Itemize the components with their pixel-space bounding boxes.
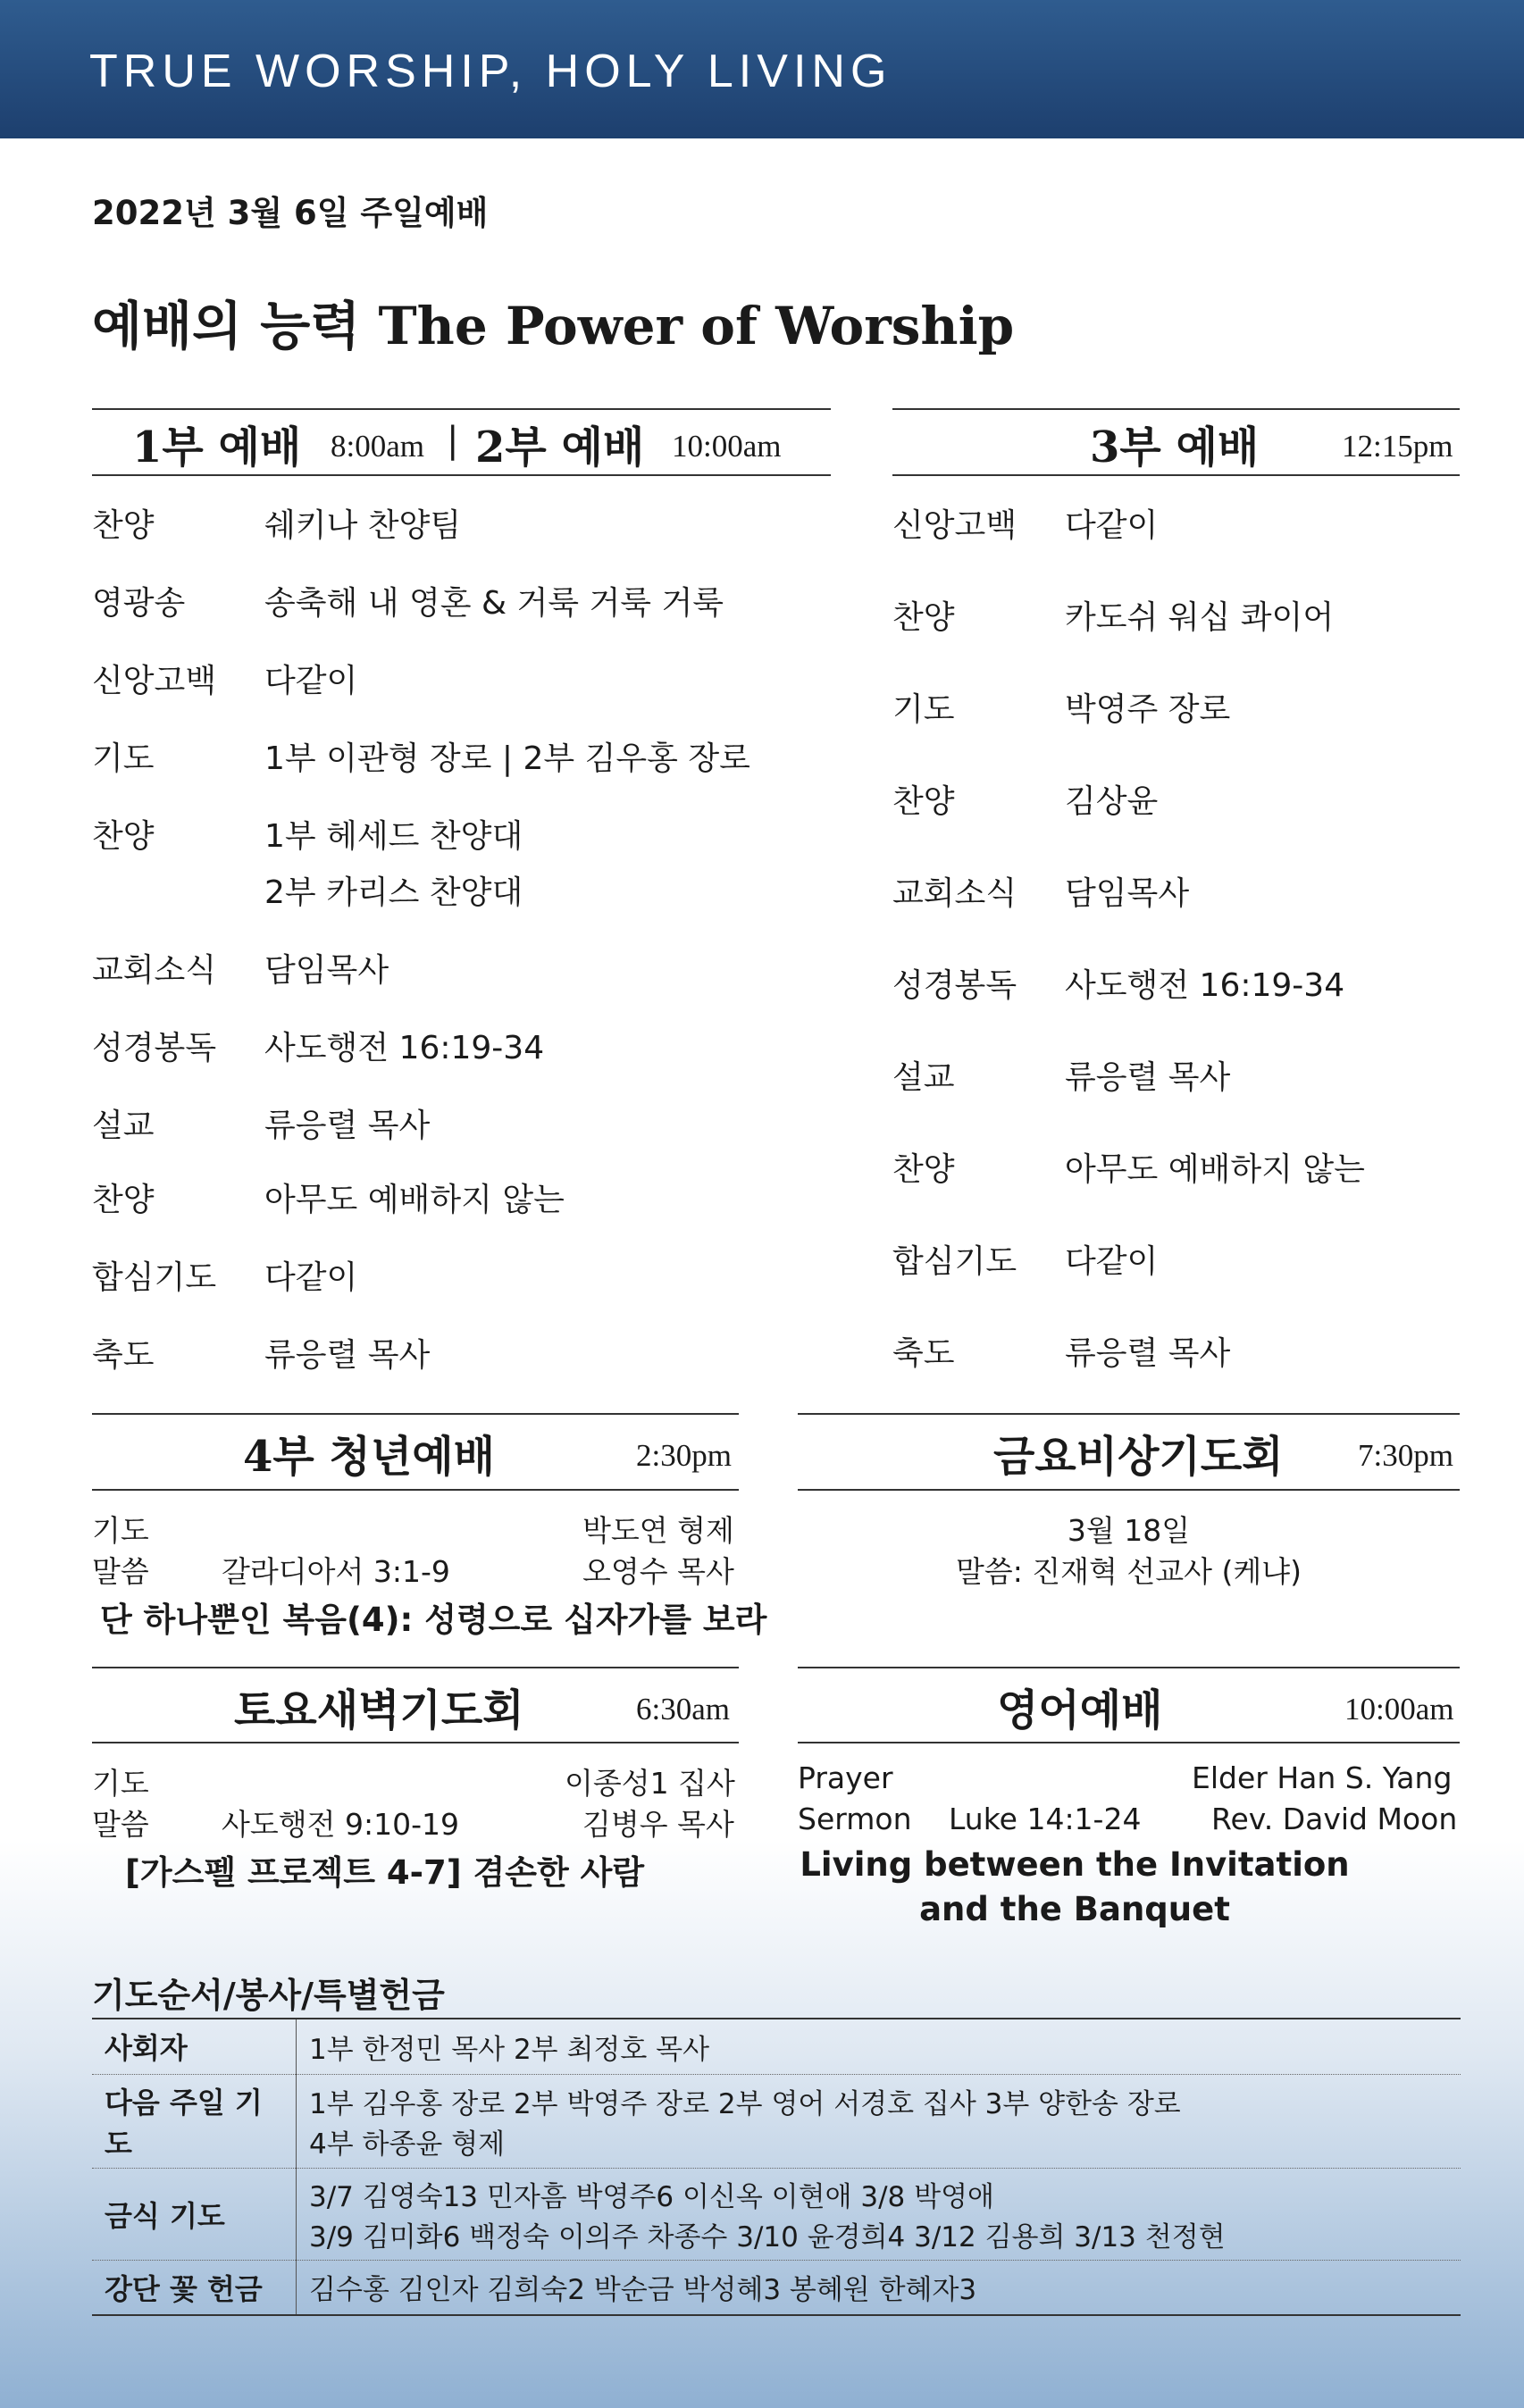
service-date: 2022년 3월 6일 주일예배 bbox=[92, 194, 489, 232]
order-value: 박영주 장로 bbox=[1065, 691, 1231, 728]
table-row bbox=[92, 2168, 1461, 2260]
section-title-2: 2부 예배 bbox=[475, 422, 645, 472]
order-label: 찬양 bbox=[92, 818, 155, 855]
sermon-title: [가스펠 프로젝트 4-7] 겸손한 사람 bbox=[125, 1853, 645, 1892]
order-label: 교회소식 bbox=[892, 875, 1017, 912]
prayer-table-title: 기도순서/봉사/특별헌금 bbox=[92, 1976, 445, 2015]
order-value: 류응렬 목사 bbox=[264, 1337, 431, 1374]
order-label: 기도 bbox=[92, 740, 155, 777]
preacher: 오영수 목사 bbox=[582, 1554, 734, 1589]
order-value: 1부 헤세드 찬양대 bbox=[264, 818, 523, 855]
order-value: 담임목사 bbox=[1065, 875, 1190, 912]
divider bbox=[892, 474, 1460, 476]
sermon-title-line1: Living between the Invitation bbox=[800, 1845, 1350, 1884]
sermon-label: Sermon bbox=[798, 1802, 912, 1836]
order-value: 류응렬 목사 bbox=[264, 1108, 431, 1144]
order-value: 사도행전 16:19-34 bbox=[264, 1030, 545, 1066]
row-header: 사회자 bbox=[92, 2019, 297, 2074]
prayer-person: Elder Han S. Yang bbox=[1192, 1760, 1453, 1795]
sermon-title: 단 하나뿐인 복음(4): 성령으로 십자가를 보라 bbox=[100, 1601, 767, 1639]
order-value: 다같이 bbox=[264, 1259, 358, 1296]
divider bbox=[92, 474, 831, 476]
prayer-label: 기도 bbox=[92, 1766, 149, 1801]
divider bbox=[92, 1667, 739, 1668]
prayer-label: 기도 bbox=[92, 1513, 149, 1548]
section-time-1: 8:00am bbox=[331, 429, 424, 464]
order-value: 류응렬 목사 bbox=[1065, 1335, 1231, 1372]
section-title-3: 3부 예배 bbox=[1090, 422, 1260, 472]
youth-time: 2:30pm bbox=[636, 1438, 732, 1473]
order-label: 기도 bbox=[892, 691, 955, 728]
scripture: Luke 14:1-24 bbox=[949, 1802, 1142, 1836]
row-content bbox=[297, 2168, 1461, 2260]
word-label: 말씀 bbox=[92, 1554, 149, 1589]
friday-speaker: 말씀: 진재혁 선교사 (케냐) bbox=[955, 1554, 1302, 1589]
prayer-person: 이종성1 집사 bbox=[565, 1766, 735, 1801]
order-label: 찬양 bbox=[892, 599, 955, 636]
section-title-1: 1부 예배 bbox=[132, 422, 302, 472]
table-row bbox=[92, 2019, 1461, 2074]
order-label: 축도 bbox=[892, 1335, 955, 1372]
order-label: 설교 bbox=[92, 1108, 155, 1144]
row-line: 1부 김우홍 장로 2부 박영주 장로 2부 영어 서경호 집사 3부 양한송 장로 bbox=[309, 2087, 1181, 2120]
order-label: 성경봉독 bbox=[92, 1030, 217, 1066]
order-value: 다같이 bbox=[1065, 1243, 1159, 1280]
prayer-person: 박도연 형제 bbox=[582, 1513, 734, 1548]
section-time-2: 10:00am bbox=[672, 429, 782, 464]
order-label: 찬양 bbox=[92, 1182, 155, 1218]
order-label: 찬양 bbox=[92, 507, 155, 544]
divider bbox=[892, 408, 1460, 410]
order-label: 성경봉독 bbox=[892, 967, 1017, 1004]
row-line: 3/7 김영숙13 민자흠 박영주6 이신옥 이현애 3/8 박영애 bbox=[309, 2180, 994, 2213]
order-value: 카도쉬 워십 콰이어 bbox=[1065, 599, 1335, 636]
scripture: 갈라디아서 3:1-9 bbox=[222, 1554, 450, 1589]
row-header: 다음 주일 기도 bbox=[92, 2074, 297, 2168]
order-label: 교회소식 bbox=[92, 952, 217, 989]
order-value: 김상윤 bbox=[1065, 783, 1159, 820]
row-content bbox=[297, 2260, 1461, 2315]
divider bbox=[798, 1489, 1460, 1491]
order-label: 신앙고백 bbox=[892, 507, 1017, 544]
order-value: 쉐키나 찬양팀 bbox=[264, 507, 462, 544]
order-value: 2부 카리스 찬양대 bbox=[264, 874, 523, 911]
table-row bbox=[92, 2074, 1461, 2168]
english-title: 영어예배 bbox=[997, 1685, 1163, 1735]
english-time: 10:00am bbox=[1344, 1692, 1454, 1727]
header-banner bbox=[0, 0, 1524, 138]
saturday-time: 6:30am bbox=[636, 1692, 730, 1727]
order-value: 다같이 bbox=[264, 663, 358, 699]
prayer-label: Prayer bbox=[798, 1760, 893, 1795]
order-value: 다같이 bbox=[1065, 507, 1159, 544]
service-title: 예배의 능력 The Power of Worship bbox=[92, 296, 1015, 356]
preacher: 김병우 목사 bbox=[582, 1807, 734, 1842]
divider bbox=[798, 1667, 1460, 1668]
row-line: 1부 한정민 목사 2부 최정호 목사 bbox=[309, 2033, 710, 2066]
order-label: 합심기도 bbox=[92, 1259, 217, 1296]
row-line: 김수홍 김인자 김희숙2 박순금 박성혜3 봉혜원 한혜자3 bbox=[309, 2274, 977, 2307]
order-value: 1부 이관형 장로 | 2부 김우홍 장로 bbox=[264, 740, 750, 777]
divider bbox=[798, 1413, 1460, 1415]
row-header: 금식 기도 bbox=[92, 2168, 297, 2260]
order-label: 찬양 bbox=[892, 1151, 955, 1188]
row-header: 강단 꽃 헌금 bbox=[92, 2260, 297, 2315]
friday-date: 3월 18일 bbox=[1067, 1513, 1191, 1548]
order-label: 합심기도 bbox=[892, 1243, 1017, 1280]
friday-title: 금요비상기도회 bbox=[993, 1432, 1284, 1482]
divider bbox=[92, 1742, 739, 1743]
section-time-3: 12:15pm bbox=[1342, 429, 1453, 464]
saturday-title: 토요새벽기도회 bbox=[234, 1685, 524, 1735]
order-value: 아무도 예배하지 않는 bbox=[264, 1182, 565, 1218]
order-label: 축도 bbox=[92, 1337, 155, 1374]
order-label: 설교 bbox=[892, 1059, 955, 1096]
divider bbox=[92, 408, 831, 410]
divider bbox=[92, 1489, 739, 1491]
banner-text: TRUE WORSHIP, HOLY LIVING bbox=[89, 46, 892, 97]
youth-title: 4부 청년예배 bbox=[243, 1432, 495, 1482]
friday-time: 7:30pm bbox=[1358, 1438, 1453, 1473]
order-value: 사도행전 16:19-34 bbox=[1065, 967, 1345, 1004]
divider bbox=[92, 1413, 739, 1415]
order-label: 찬양 bbox=[892, 783, 955, 820]
table-row bbox=[92, 2260, 1461, 2315]
order-value: 송축해 내 영혼 & 거룩 거룩 거룩 bbox=[264, 585, 724, 622]
prayer-table bbox=[92, 2018, 1461, 2316]
divider bbox=[798, 1742, 1460, 1743]
order-value: 류응렬 목사 bbox=[1065, 1059, 1231, 1096]
scripture: 사도행전 9:10-19 bbox=[222, 1807, 460, 1842]
order-label: 신앙고백 bbox=[92, 663, 217, 699]
order-label: 영광송 bbox=[92, 585, 186, 622]
row-content bbox=[297, 2019, 1461, 2074]
word-label: 말씀 bbox=[92, 1807, 149, 1842]
sermon-title-line2: and the Banquet bbox=[919, 1890, 1230, 1928]
preacher: Rev. David Moon bbox=[1211, 1802, 1458, 1836]
separator: | bbox=[447, 420, 459, 461]
section-header-1-2 bbox=[132, 413, 838, 473]
row-content bbox=[297, 2074, 1461, 2168]
order-value: 아무도 예배하지 않는 bbox=[1065, 1151, 1365, 1188]
row-line: 4부 하종윤 형제 bbox=[309, 2128, 506, 2161]
order-value: 담임목사 bbox=[264, 952, 389, 989]
row-line: 3/9 김미화6 백정숙 이의주 차종수 3/10 윤경희4 3/12 김용희 3/13 천정현 bbox=[309, 2220, 1226, 2253]
